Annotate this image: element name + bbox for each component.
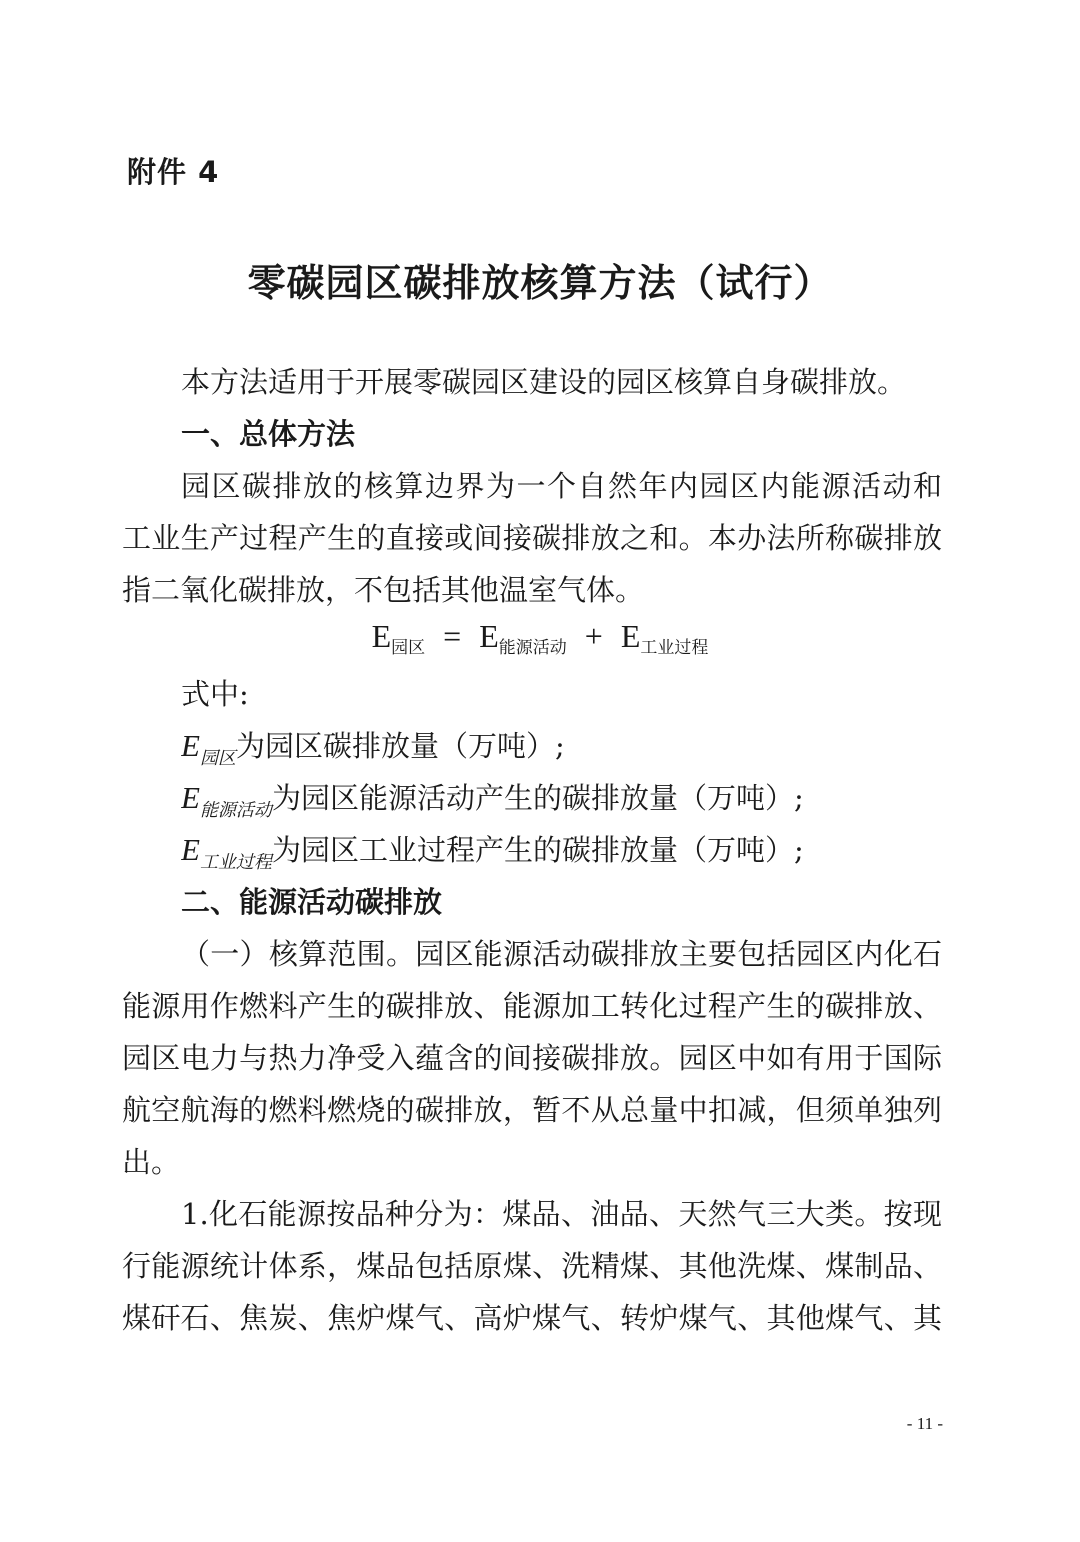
- formula-sub-park: 园区: [391, 638, 426, 658]
- definition-item: [181, 728, 942, 777]
- formula-sub-energy: 能源活动: [498, 638, 567, 658]
- section-2-heading: 二、能源活动碳排放: [181, 885, 443, 919]
- definition-sub: 能源活动: [199, 800, 272, 821]
- definition-sub: 园区: [199, 748, 236, 769]
- section-2-line: 行能源统计体系，煤品包括原煤、洗精煤、其他洗煤、煤制品、: [122, 1249, 942, 1283]
- section-2-line: 1.化石能源按品种分为：煤品、油品、天然气三大类。按现: [181, 1197, 942, 1231]
- section-2-line: 能源用作燃料产生的碳排放、能源加工转化过程产生的碳排放、: [122, 989, 942, 1023]
- page-number: - 11 -: [906, 1414, 943, 1433]
- definition-item: [181, 780, 942, 829]
- intro-paragraph: 本方法适用于开展零碳园区建设的园区核算自身碳排放。: [181, 365, 907, 399]
- formula-sub-industry: 工业过程: [640, 638, 709, 658]
- definition-var: E: [181, 728, 200, 763]
- formula-plus: +: [584, 618, 603, 654]
- formula-var: E: [371, 618, 392, 654]
- definition-var: E: [181, 832, 200, 867]
- section-1-line: 园区碳排放的核算边界为一个自然年内园区内能源活动和: [181, 469, 942, 503]
- section-1-line: 工业生产过程产生的直接或间接碳排放之和。本办法所称碳排放: [122, 521, 942, 555]
- definition-var: E: [181, 780, 200, 815]
- section-2-line: 煤矸石、焦炭、焦炉煤气、高炉煤气、转炉煤气、其他煤气、其: [122, 1301, 942, 1335]
- annex-label: 附件 4: [127, 155, 220, 189]
- definition-sub: 工业过程: [199, 852, 272, 873]
- where-label: 式中:: [181, 677, 249, 711]
- formula-var: E: [620, 618, 641, 654]
- section-1-line: 指二氧化碳排放，不包括其他温室气体。: [122, 573, 645, 607]
- formula-var: E: [479, 618, 499, 654]
- formula-equals: =: [443, 618, 462, 654]
- section-2-line: 园区电力与热力净受入蕴含的间接碳排放。园区中如有用于国际: [122, 1041, 942, 1075]
- section-1-heading: 一、总体方法: [181, 417, 356, 451]
- definition-text: 为园区工业过程产生的碳排放量（万吨）;: [271, 833, 804, 867]
- section-2-line: 出。: [122, 1145, 181, 1179]
- section-2-line: （一）核算范围。园区能源活动碳排放主要包括园区内化石: [181, 937, 942, 971]
- document-title: 零碳园区碳排放核算方法（试行）: [247, 261, 833, 305]
- definition-item: [181, 832, 942, 881]
- section-2-line: 航空航海的燃料燃烧的碳排放，暂不从总量中扣减，但须单独列: [122, 1093, 942, 1127]
- definition-text: 为园区碳排放量（万吨）;: [235, 729, 565, 763]
- definition-text: 为园区能源活动产生的碳排放量（万吨）;: [271, 781, 804, 815]
- emission-formula: [0, 616, 1080, 668]
